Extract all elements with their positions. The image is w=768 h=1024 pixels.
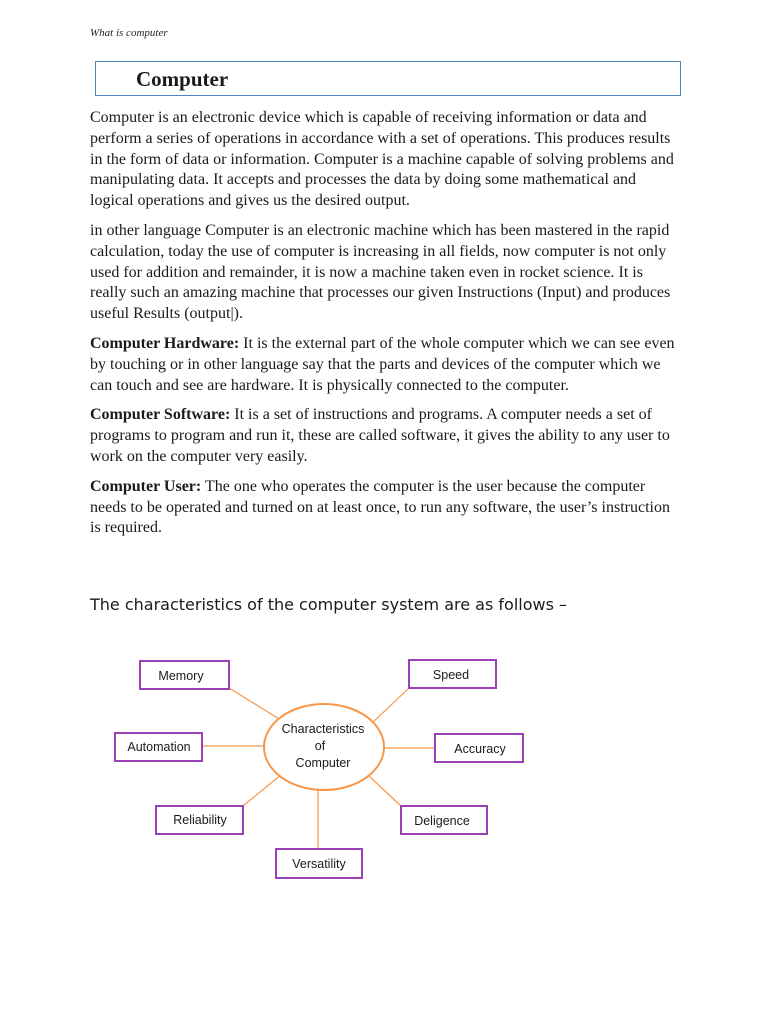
hardware-term: Computer Hardware: (90, 334, 240, 352)
page-title: Computer (136, 67, 229, 91)
user-text: The one who operates the computer is the user because the computer needs to be operated and turned on at least once, to run any software, the user’s instruction is required. (90, 477, 670, 537)
center-label-line-1: Characteristics (281, 722, 365, 736)
node-accuracy-label: Accuracy (454, 742, 506, 756)
center-label-line-2: of (314, 739, 326, 753)
node-reliability (156, 806, 243, 834)
hardware-text: It is the external part of the whole computer which we can see even by touching or in other language say that the parts and devices of the computer which we can touch and see are hardware. It is physically connected to the computer. (90, 334, 675, 394)
node-speed-label: Speed (432, 668, 470, 682)
node-deligence (401, 806, 487, 834)
node-reliability-label: Reliability (173, 813, 227, 827)
center-node (264, 704, 384, 790)
node-versatility (276, 849, 362, 878)
connector-deligence (369, 776, 401, 806)
node-deligence-label: Deligence (414, 814, 470, 828)
paragraph-other-language: in other language Computer is an electronic machine which has been mastered in the rapid calculation, today the use of computer is increasing in all fields, now computer is not only used for addition and remainder, it is now a machine taken even in rocket science. It is really such an amazing machine that processes our given Instructions (Input) and produces useful Results (output|). (90, 221, 671, 323)
node-automation (115, 733, 202, 761)
node-speed (409, 660, 496, 688)
connector-reliability (243, 774, 282, 806)
software-term: Computer Software: (90, 406, 231, 424)
software-text: It is a set of instructions and programs. A computer needs a set of programs to program and run it, these are called software, it gives the ability to any user to work on the computer very easily. (90, 406, 670, 465)
user-term: Computer User: (90, 477, 202, 495)
node-automation-label: Automation (127, 740, 191, 754)
paragraph-definition: Computer is an electronic device which is capable of receiving information or data and perform a series of operations in accordance with a set of operations. This produces results in the form of data or information. Computer is a machine capable of solving problems and manipulating data. It accepts and processes the data by doing some mathematical and logical operations and gives us the desired output. (90, 109, 674, 210)
connector-memory (229, 688, 284, 722)
node-memory (140, 661, 229, 689)
node-versatility-label: Versatility (292, 857, 346, 871)
running-header: What is computer (90, 27, 168, 39)
center-label-line-3: Computer (295, 756, 351, 770)
node-accuracy (435, 734, 523, 762)
characteristics-intro: The characteristics of the computer system are as follows – (90, 595, 568, 614)
node-memory-label: Memory (158, 669, 204, 683)
connector-speed (371, 688, 409, 724)
